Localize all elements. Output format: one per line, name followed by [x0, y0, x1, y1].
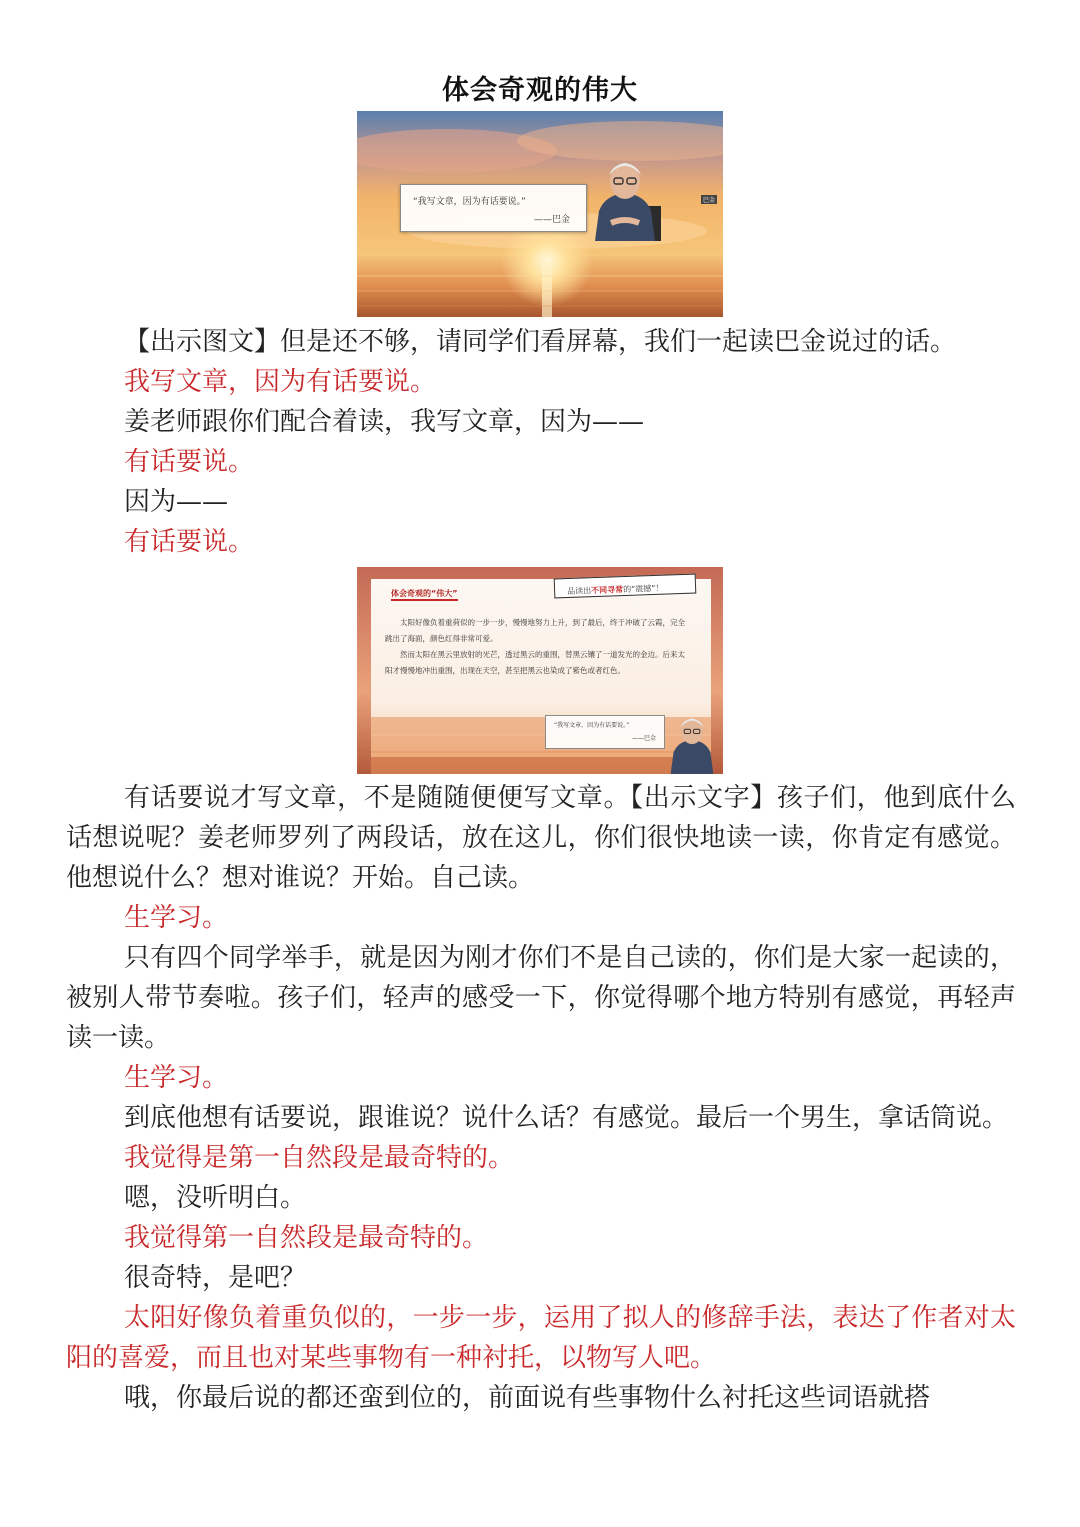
paragraph: 有话要说才写文章，不是随随便便写文章。【出示文字】孩子们，他到底什么话想说呢？姜老师罗列了两段话，放在这儿，你们很快地读一读，你肯定有感觉。他想说什么？想对谁说？开始。自己读。 — [66, 783, 1016, 893]
student-response: 生学习。 — [124, 903, 229, 933]
paragraph: 因为—— — [124, 487, 229, 517]
student-response: 生学习。 — [124, 1063, 229, 1093]
passage-paragraph-2: 然而太阳在黑云里放射的光芒，透过黑云的重围，替黑云镶了一道发光的金边。后来太阳才慢慢地冲出重围，出现在天空，甚至把黑云也染成了紫色或者红色。 — [385, 650, 685, 675]
slide-image-bajin-quote — [357, 111, 723, 317]
student-response: 我觉得第一自然段是最奇特的。 — [124, 1223, 489, 1253]
callout-highlight: 不同寻常 — [590, 585, 624, 596]
slide-header-label: 体会奇观的“伟大” — [391, 588, 458, 601]
paragraph: 很奇特，是吧？ — [124, 1263, 307, 1293]
corner-tag: 巴金 — [702, 197, 715, 204]
callout-prefix: 品读出 — [567, 586, 592, 597]
callout-suffix: 的“震撼”！ — [622, 583, 664, 595]
portrait-illustration — [585, 151, 665, 241]
paragraph: 【出示图文】但是还不够，请同学们看屏幕，我们一起读巴金说过的话。 — [124, 327, 957, 357]
student-response: 太阳好像负着重负似的，一步一步，运用了拟人的修辞手法，表达了作者对太阳的喜爱，而且也对某些事物有一种衬托，以物写人吧。 — [66, 1303, 1016, 1373]
passage-paragraph-1: 太阳好像负着重荷似的一步一步，慢慢地努力上升，到了最后，终于冲破了云霞，完全跳出了海面，颜色红得非常可爱。 — [385, 618, 685, 643]
paragraph: 姜老师跟你们配合着读，我写文章，因为—— — [124, 407, 645, 437]
student-response: 有话要说。 — [124, 447, 255, 477]
slide-image-passage — [357, 567, 723, 774]
slide-passage — [385, 615, 689, 679]
student-response: 我觉得是第一自然段是最奇特的。 — [124, 1143, 515, 1173]
quote-card — [400, 184, 587, 232]
student-response: 我写文章，因为有话要说。 — [124, 367, 437, 397]
page-title: 体会奇观的伟大 — [442, 75, 638, 106]
paragraph: 嗯，没听明白。 — [124, 1183, 307, 1213]
portrait-illustration — [661, 710, 723, 774]
paragraph: 哦，你最后说的都还蛮到位的，前面说有些事物什么衬托这些词语就搭 — [124, 1383, 931, 1413]
slide2-quote-card — [545, 715, 665, 749]
slide2-quote-author: ——巴金 — [631, 735, 656, 742]
text-block-2 — [66, 778, 1016, 1418]
quote-text: “我写文章，因为有话要说。” — [413, 197, 526, 207]
paragraph: 到底他想有话要说，跟谁说？说什么话？有感觉。最后一个男生，拿话筒说。 — [124, 1103, 1009, 1133]
slide2-quote-text: “我写文章，因为有话要说。” — [554, 722, 630, 729]
student-response: 有话要说。 — [124, 527, 255, 557]
text-block-1 — [66, 322, 1016, 562]
quote-author: ——巴金 — [533, 215, 570, 225]
paragraph: 只有四个同学举手，就是因为刚才你们不是自己读的，你们是大家一起读的，被别人带节奏啦。孩子们，轻声的感受一下，你觉得哪个地方特别有感觉，再轻声读一读。 — [66, 943, 1016, 1053]
